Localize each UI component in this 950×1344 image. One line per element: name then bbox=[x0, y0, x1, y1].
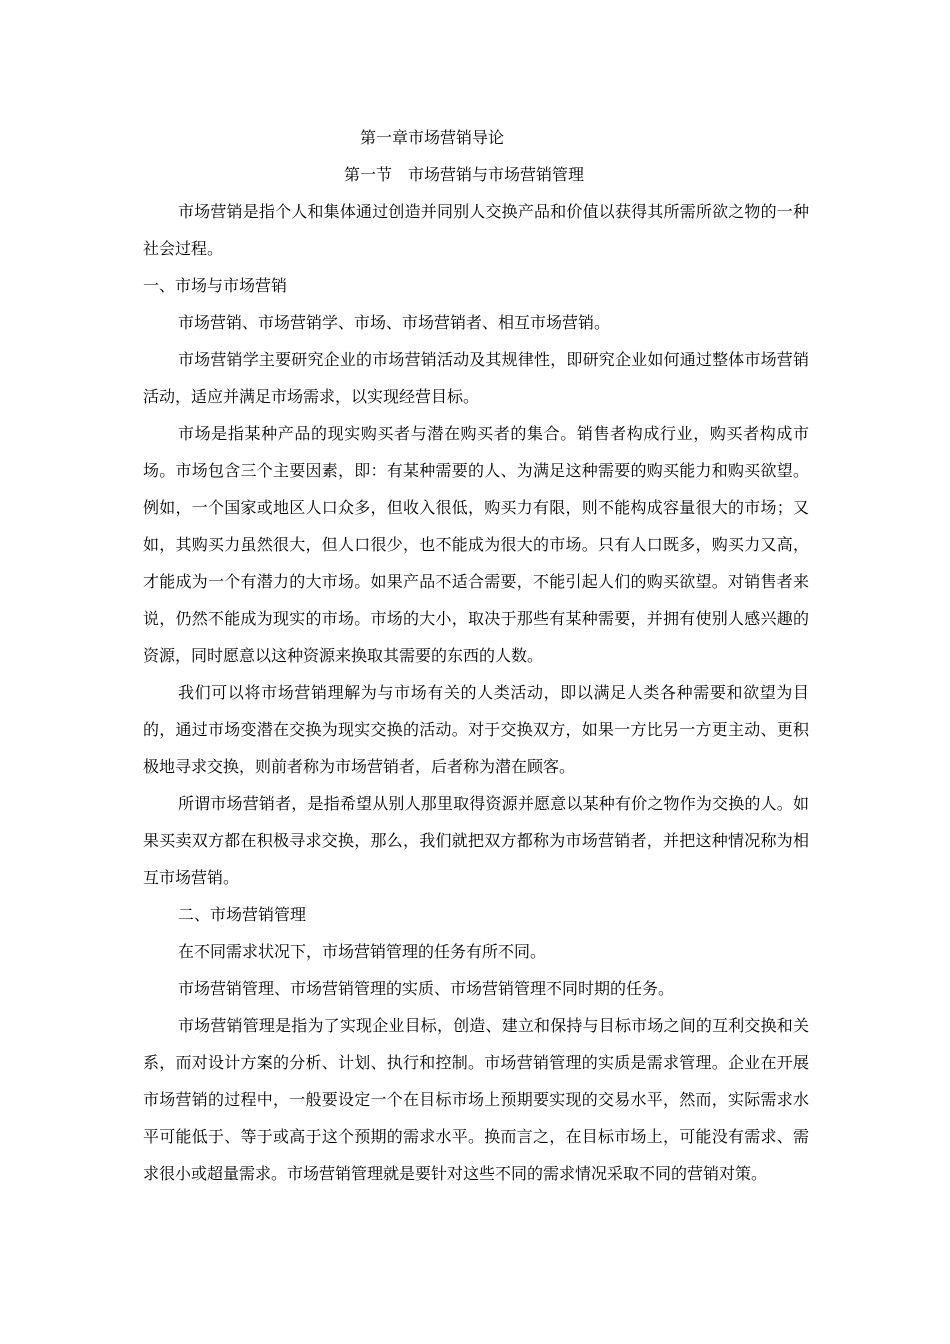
paragraph-key-terms: 市场营销、市场营销学、市场、市场营销者、相互市场营销。 bbox=[178, 313, 611, 332]
section-title: 第一节 市场营销与市场营销管理 bbox=[344, 165, 585, 184]
paragraph-management-definition: 市场营销管理是指为了实现企业目标，创造、建立和保持与目标市场之间的互利交换和关系，而对设计方案的分析、计划、执行和控制。市场营销管理的实质是需求管理。企业在开展市场营销的过程中，一般要设定一个在目标市场上预期要实现的交易水平，然而，实际需求水平可能低于、等于或高于这个预期的需求水平。换而言之，在目标市场上，可能没有需求、需求很小或超量需求。市场营销管理就是要针对这些不同的需求情况采取不同的营销对策。 bbox=[143, 1016, 809, 1183]
heading-market-and-marketing: 一、市场与市场营销 bbox=[143, 276, 288, 295]
paragraph-marketing-science: 市场营销学主要研究企业的市场营销活动及其规律性，即研究企业如何通过整体市场营销活动，适应并满足市场需求，以实现经营目标。 bbox=[143, 350, 809, 406]
paragraph-market-definition: 市场是指某种产品的现实购买者与潜在购买者的集合。销售者构成行业，购买者构成市场。市场包含三个主要因素，即：有某种需要的人、为满足这种需要的购买能力和购买欲望。例如，一个国家或地区人口众多，但收入很低，购买力有限，则不能构成容量很大的市场；又如，其购买力虽然很大，但人口很少，也不能成为很大的市场。只有人口既多，购买力又高，才能成为一个有潜力的大市场。如果产品不适合需要，不能引起人们的购买欲望。对销售者来说，仍然不能成为现实的市场。市场的大小，取决于那些有某种需要，并拥有使别人感兴趣的资源，同时愿意以这种资源来换取其需要的东西的人数。 bbox=[143, 424, 809, 665]
paragraph-demand-conditions: 在不同需求状况下，市场营销管理的任务有所不同。 bbox=[178, 942, 547, 961]
paragraph-management-terms: 市场营销管理、市场营销管理的实质、市场营销管理不同时期的任务。 bbox=[178, 979, 675, 998]
paragraph-definition: 市场营销是指个人和集体通过创造并同别人交换产品和价值以获得其所需所欲之物的一种社会过程。 bbox=[143, 202, 809, 258]
document-body bbox=[143, 119, 809, 1192]
paragraph-marketing-understanding: 我们可以将市场营销理解为与市场有关的人类活动，即以满足人类各种需要和欲望为目的，通过市场变潜在交换为现实交换的活动。对于交换双方，如果一方比另一方更主动、更积极地寻求交换，则前者称为市场营销者，后者称为潜在顾客。 bbox=[143, 683, 809, 776]
paragraph-marketer: 所谓市场营销者，是指希望从别人那里取得资源并愿意以某种有价之物作为交换的人。如果买卖双方都在积极寻求交换，那么，我们就把双方都称为市场营销者，并把这种情况称为相互市场营销。 bbox=[143, 794, 809, 887]
heading-marketing-management: 二、市场营销管理 bbox=[178, 905, 307, 924]
chapter-title: 第一章市场营销导论 bbox=[360, 128, 505, 147]
